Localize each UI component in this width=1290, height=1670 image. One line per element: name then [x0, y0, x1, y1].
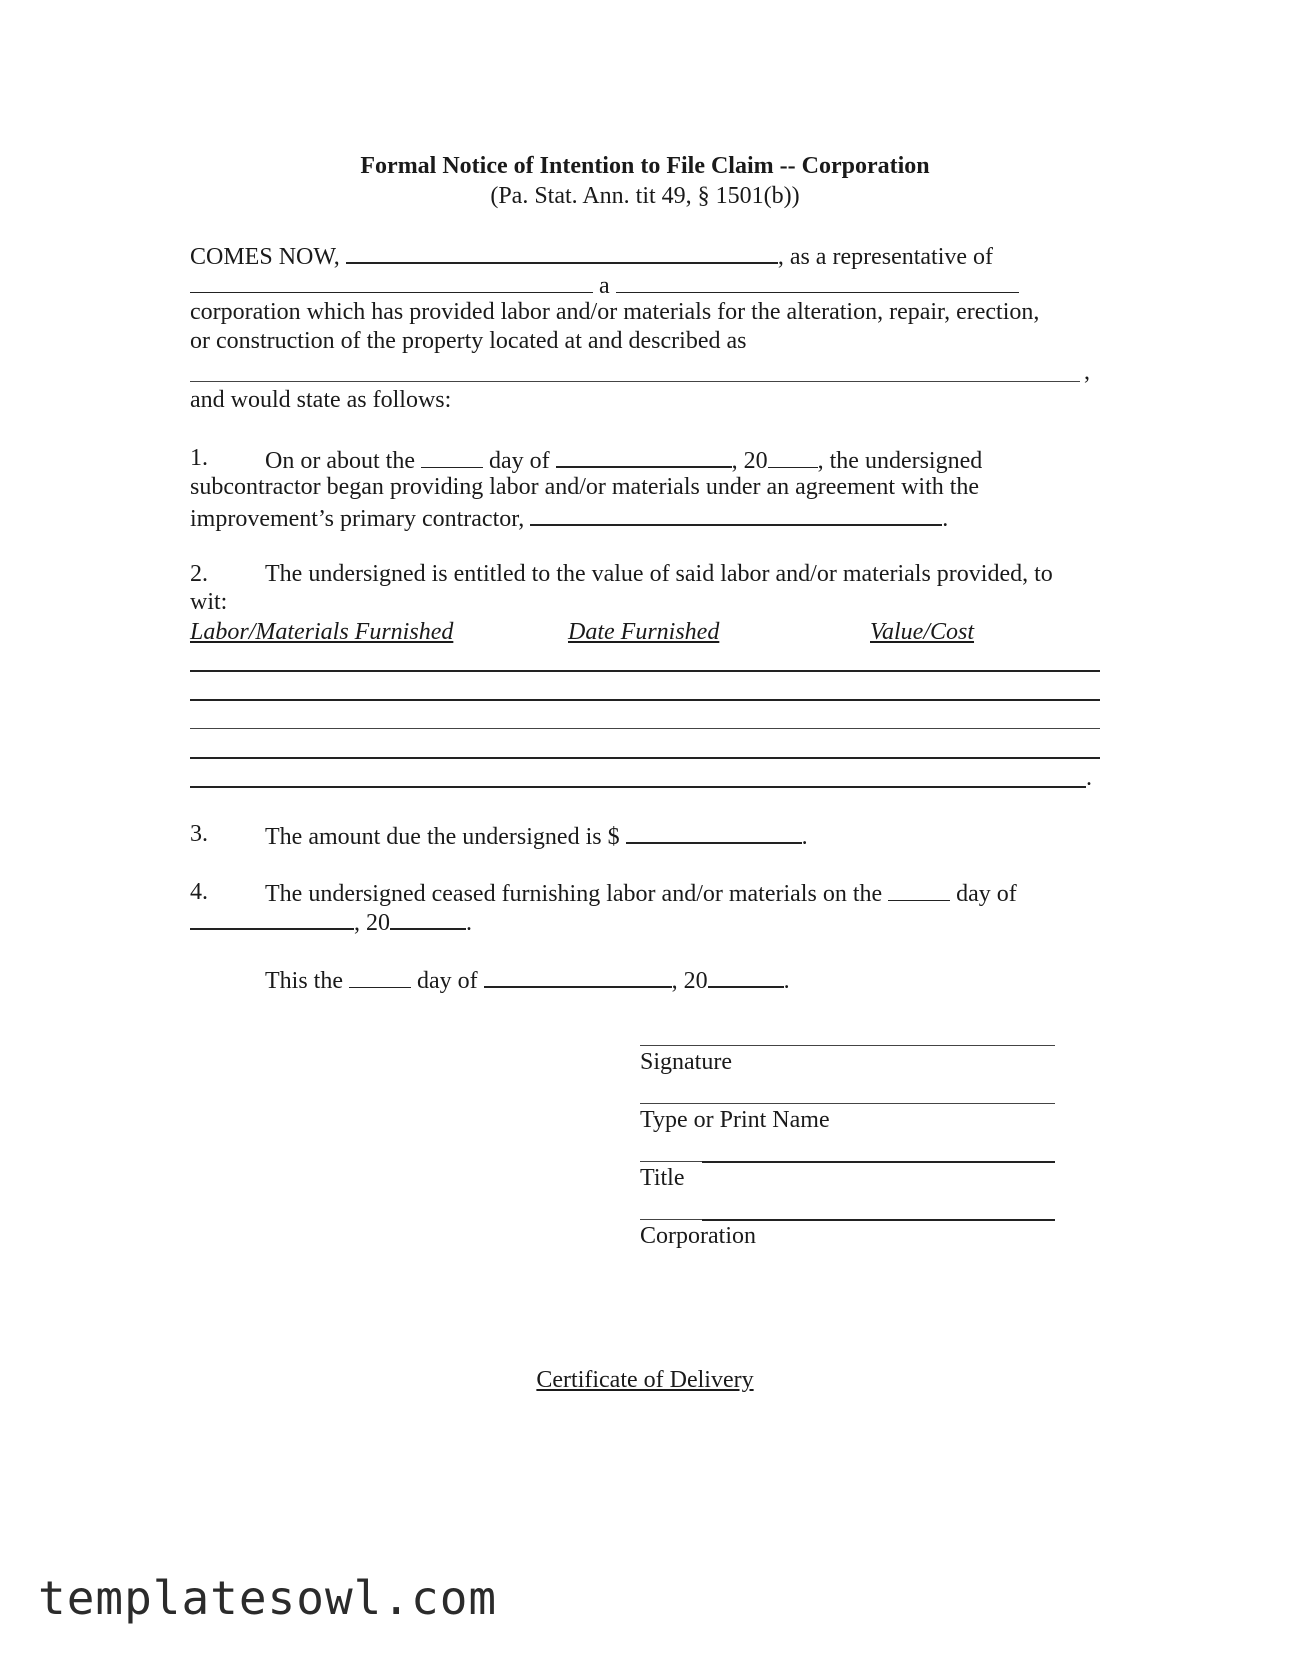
amount-due-text: The amount due the undersigned is $: [265, 824, 620, 850]
item-1-undersigned: , the undersigned: [817, 448, 983, 474]
item-1-line-3: [190, 502, 948, 533]
item-1-line-1: [265, 444, 982, 475]
labor-row-3[interactable]: [190, 728, 1100, 729]
title-blank[interactable]: [702, 1161, 1055, 1163]
title-blank-short[interactable]: [640, 1161, 702, 1162]
start-year-blank[interactable]: [768, 445, 818, 468]
item-4-year-prefix: , 20: [354, 910, 390, 936]
item-2-number: 2.: [190, 561, 208, 587]
item-2-line-2: wit:: [190, 589, 228, 615]
watermark-text: templatesowl.com: [38, 1571, 498, 1625]
intro-line-4: or construction of the property located at and described as: [190, 328, 747, 354]
item-1-on-about: On or about the: [265, 448, 415, 474]
item-4-line-2: [190, 906, 472, 937]
item-4-period: .: [466, 910, 472, 936]
dated-day-blank[interactable]: [349, 965, 411, 988]
start-day-blank[interactable]: [421, 445, 483, 468]
labor-row-2[interactable]: [190, 699, 1100, 701]
property-description-blank[interactable]: [190, 381, 1080, 382]
labor-row-5[interactable]: [190, 786, 1086, 788]
item-1-day-of: day of: [488, 448, 550, 474]
item-1-number: 1.: [190, 445, 208, 471]
title-label: Title: [640, 1165, 685, 1191]
item-2-period: .: [1086, 765, 1092, 791]
this-the-text: This the: [265, 968, 343, 994]
document-title: Formal Notice of Intention to File Claim -- Corporation: [360, 153, 930, 179]
item-3-number: 3.: [190, 821, 208, 847]
item-2-line-1: The undersigned is entitled to the value of said labor and/or materials provided, to: [265, 561, 1053, 587]
print-name-label: Type or Print Name: [640, 1107, 830, 1133]
item-3-line: [265, 820, 808, 851]
dated-line: [265, 964, 790, 995]
representative-name-blank[interactable]: [346, 240, 778, 264]
dated-year-prefix: , 20: [671, 968, 708, 994]
col-header-labor: Labor/Materials Furnished: [190, 619, 454, 645]
ceased-month-blank[interactable]: [190, 906, 354, 930]
primary-contractor-blank[interactable]: [530, 502, 942, 526]
signature-label: Signature: [640, 1049, 732, 1075]
ceased-text: The undersigned ceased furnishing labor and/or materials on the: [265, 881, 883, 907]
as-representative-text: , as a representative of: [777, 244, 994, 270]
corporation-label: Corporation: [640, 1223, 756, 1249]
item-1-line-2: subcontractor began providing labor and/or materials under an agreement with the: [190, 474, 980, 500]
intro-line-2: [190, 270, 1019, 300]
ceased-year-blank[interactable]: [390, 906, 466, 930]
item-1-period: .: [942, 506, 949, 532]
item-4-line-1: [265, 878, 1017, 908]
ceased-day-blank[interactable]: [888, 878, 950, 901]
col-header-date: Date Furnished: [568, 619, 720, 645]
amount-due-blank[interactable]: [626, 820, 802, 844]
item-4-number: 4.: [190, 879, 208, 905]
corporation-state-blank[interactable]: [616, 270, 1019, 293]
col-header-value: Value/Cost: [870, 619, 975, 645]
dated-month-blank[interactable]: [484, 964, 672, 988]
item-1-year-prefix: , 20: [731, 448, 768, 474]
certificate-heading: Certificate of Delivery: [536, 1367, 754, 1393]
dated-day-of: day of: [417, 968, 478, 994]
comma-mark: ,: [1084, 359, 1090, 385]
dated-year-blank[interactable]: [708, 964, 784, 988]
intro-line-3: corporation which has provided labor and/or materials for the alteration, repair, erection,: [190, 299, 1040, 325]
comes-now-text: COMES NOW,: [190, 244, 340, 270]
print-name-blank[interactable]: [640, 1103, 1055, 1104]
labor-row-4[interactable]: [190, 757, 1100, 759]
start-month-blank[interactable]: [556, 444, 732, 468]
signature-blank[interactable]: [640, 1045, 1055, 1046]
intro-line-6: and would state as follows:: [190, 387, 452, 413]
corporation-blank-short[interactable]: [640, 1219, 702, 1220]
company-name-blank[interactable]: [190, 270, 593, 293]
intro-line-1: [190, 240, 993, 271]
corporation-blank[interactable]: [702, 1219, 1055, 1221]
a-text: a: [599, 273, 610, 299]
item-3-period: .: [801, 824, 808, 850]
labor-row-1[interactable]: [190, 670, 1100, 672]
item-1-contractor-text: improvement’s primary contractor,: [190, 506, 525, 532]
statute-citation: (Pa. Stat. Ann. tit 49, § 1501(b)): [490, 183, 800, 209]
dated-period: .: [783, 968, 790, 994]
item-4-day-of: day of: [956, 881, 1017, 907]
